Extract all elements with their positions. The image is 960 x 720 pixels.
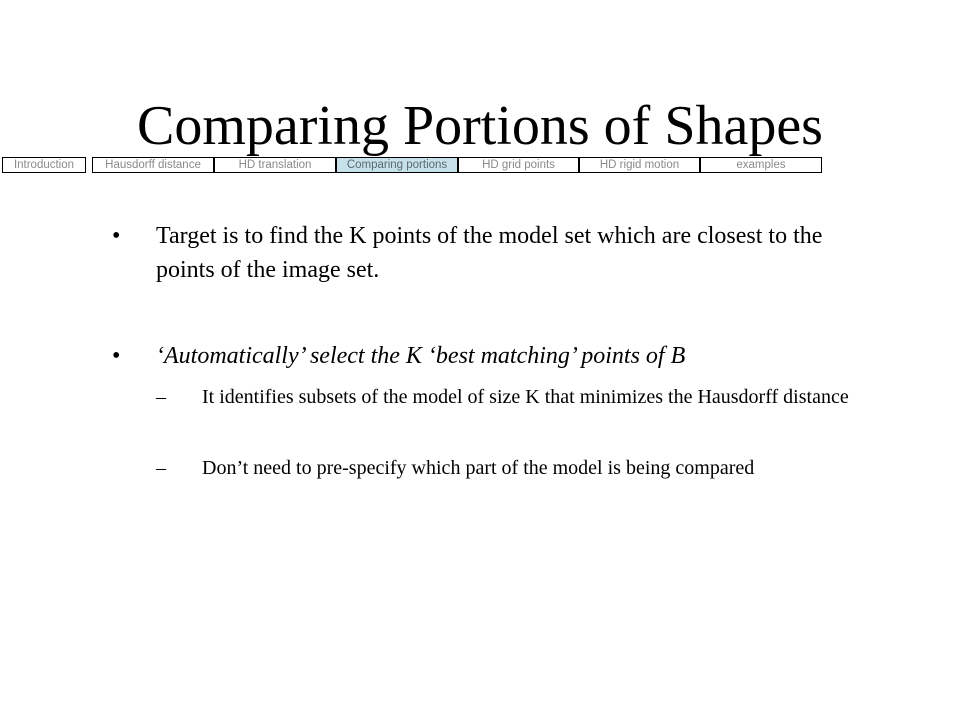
nav-tab-hausdorff-distance[interactable]: Hausdorff distance bbox=[92, 157, 214, 173]
nav-tab-comparing-portions[interactable]: Comparing portions bbox=[336, 157, 458, 173]
sub-bullet-marker: – bbox=[156, 457, 166, 479]
nav-tab-hd-rigid-motion[interactable]: HD rigid motion bbox=[579, 157, 700, 173]
sub-bullet-marker: – bbox=[156, 386, 166, 408]
nav-tab-hd-translation[interactable]: HD translation bbox=[214, 157, 336, 173]
sub-bullet-text: It identifies subsets of the model of size K that minimizes the Hausdorff distance bbox=[202, 386, 849, 408]
nav-tab-examples[interactable]: examples bbox=[700, 157, 822, 173]
bullet-marker: • bbox=[112, 223, 121, 249]
sub-bullet-text: Don’t need to pre-specify which part of the model is being compared bbox=[202, 457, 755, 479]
nav-tab-hd-grid-points[interactable]: HD grid points bbox=[458, 157, 579, 173]
slide-title: Comparing Portions of Shapes bbox=[137, 95, 823, 157]
bullet-marker: • bbox=[112, 343, 121, 369]
bullet-text: Target is to find the K points of the model set which are closest to the points of the image set. bbox=[156, 223, 823, 283]
bullet-text: ‘Automatically’ select the K ‘best matching’ points of B bbox=[156, 343, 686, 369]
nav-tab-introduction[interactable]: Introduction bbox=[2, 157, 86, 173]
